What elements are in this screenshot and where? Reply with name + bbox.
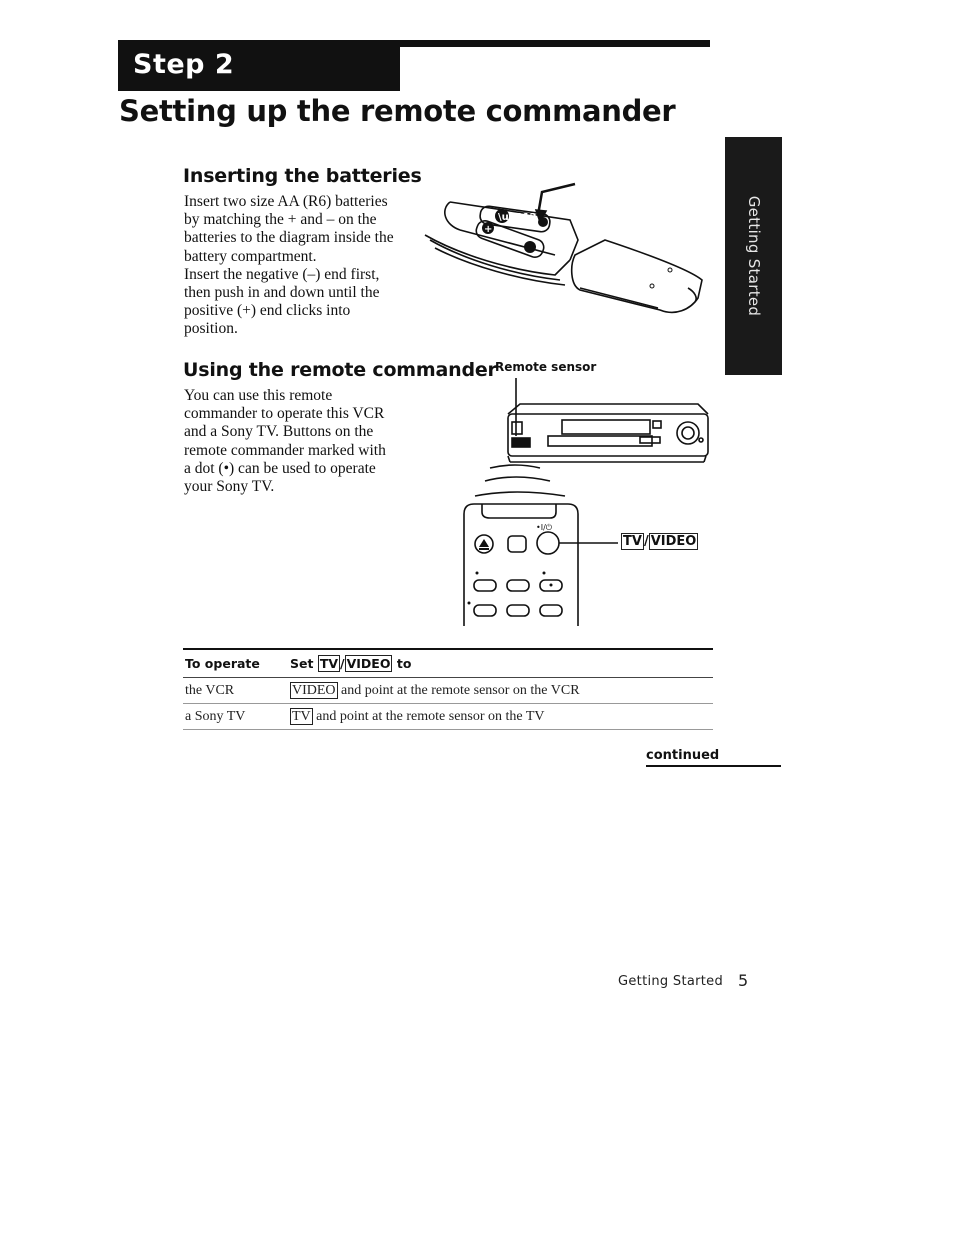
step-label: Step 2 <box>133 49 235 80</box>
continued-label: continued <box>646 748 720 763</box>
page-number: 5 <box>738 971 749 990</box>
tv-key: TV <box>292 709 311 724</box>
table-header-row <box>183 650 713 678</box>
page-title: Setting up the remote commander <box>119 94 676 128</box>
text-line: and a Sony TV. Buttons on the <box>184 423 374 441</box>
video-key: VIDEO <box>650 534 697 549</box>
batteries-instructions <box>184 193 434 339</box>
tv-video-label: TV / VIDEO <box>623 534 697 549</box>
table-header-set: Set TV / VIDEO to <box>290 656 412 671</box>
operation-table <box>183 648 713 730</box>
tv-key: TV <box>319 656 339 671</box>
text-line: Insert the negative (–) end first, <box>184 265 380 283</box>
video-key: VIDEO <box>346 656 391 671</box>
table-cell-instruction: VIDEO and point at the remote sensor on the VCR <box>292 683 580 698</box>
battery-insertion-illustration <box>420 180 710 325</box>
text-line: commander to operate this VCR <box>184 405 385 423</box>
tv-key: TV <box>623 534 642 549</box>
text-line: position. <box>184 320 238 338</box>
side-tab-label: Getting Started <box>744 195 763 317</box>
text-line: your Sony TV. <box>184 478 275 496</box>
using-remote-instructions <box>184 387 434 496</box>
table-cell-device: the VCR <box>185 682 235 698</box>
text-line: remote commander marked with <box>184 441 386 459</box>
continued-rule <box>646 765 781 767</box>
vcr-remote-illustration <box>460 376 720 626</box>
batteries-heading: Inserting the batteries <box>183 165 422 187</box>
table-cell-instruction: TV and point at the remote sensor on the TV <box>292 709 545 724</box>
text-line: batteries to the diagram inside the <box>184 229 394 247</box>
table-header-operate: To operate <box>185 656 260 671</box>
remote-sensor-label: Remote sensor <box>495 360 597 374</box>
text-line: Insert two size AA (R6) batteries <box>184 193 388 210</box>
video-key: VIDEO <box>292 683 336 698</box>
text-line: battery compartment. <box>184 247 317 265</box>
footer-section-label: Getting Started <box>618 974 724 989</box>
table-cell-device: a Sony TV <box>185 708 246 724</box>
text-line: positive (+) end clicks into <box>184 302 351 320</box>
table-row <box>183 704 713 730</box>
text-line: by matching the + and – on the <box>184 211 377 229</box>
text-line: a dot (•) can be used to operate <box>184 459 376 477</box>
using-remote-heading: Using the remote commander <box>183 359 497 381</box>
svg-text:\u2212: \u2212 <box>498 212 537 223</box>
text-line: You can use this remote <box>184 387 333 404</box>
table-row <box>183 678 713 704</box>
section-side-tab <box>725 137 782 375</box>
svg-text:+: + <box>484 224 493 235</box>
power-label: •I/⏻ <box>536 523 553 532</box>
text-line: then push in and down until the <box>184 284 380 302</box>
